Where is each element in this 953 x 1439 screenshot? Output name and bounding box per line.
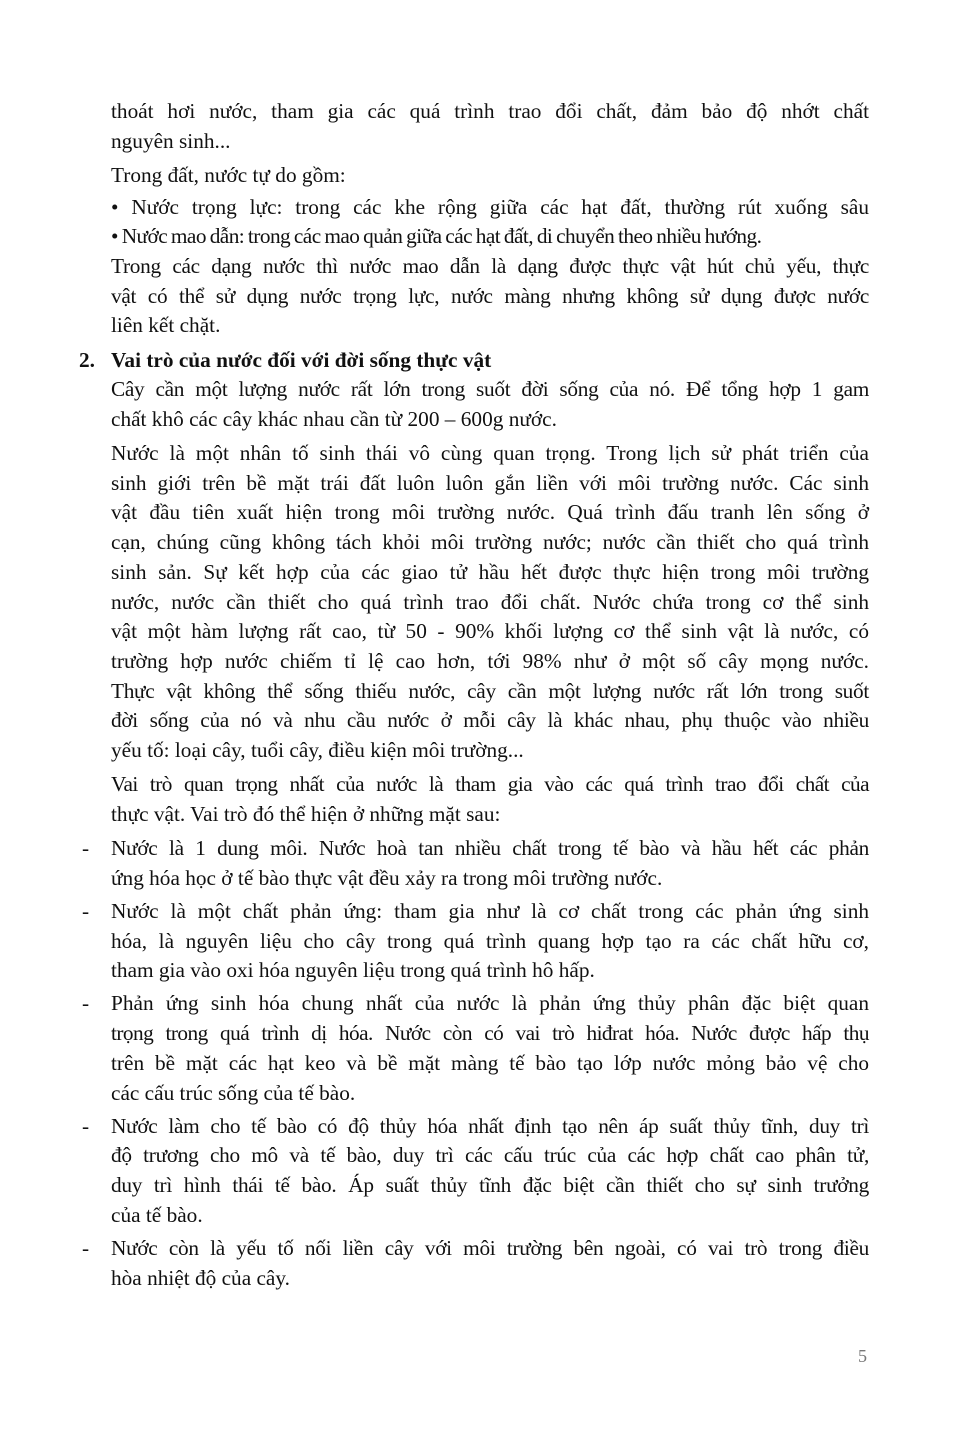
role-item: [82, 1112, 869, 1231]
page-number: 5: [858, 1346, 867, 1366]
free-water-bullet-list: [111, 193, 869, 252]
capillary-paragraph: [111, 252, 869, 341]
text-line: đời sống của nó và nhu cầu nước ở mỗi cây là khác nhau, phụ thuộc vào nhiều: [111, 708, 869, 733]
text-line: yếu tố: loại cây, tuổi cây, điều kiện môi trường...: [111, 737, 524, 762]
intro-paragraph: [111, 97, 869, 156]
text-line: liên kết chặt.: [111, 313, 221, 338]
text-line: trường hợp nước chiếm tỉ lệ cao hơn, tới 98% như ở một số cây mọng nước.: [111, 648, 869, 673]
bullet-item: [111, 222, 869, 252]
role-item: [82, 989, 869, 1108]
text-line: Cây cần một lượng nước rất lớn trong suốt đời sống của nó. Để tổng hợp 1 gam: [111, 377, 869, 402]
section-2: [79, 346, 869, 1294]
role-item: [82, 897, 869, 986]
free-water-intro: [111, 161, 869, 191]
dash-bullet: -: [82, 991, 90, 1016]
text-line: vật một hàm lượng rất cao, từ 50 - 90% khối lượng cơ thể sinh vật là nước, có: [111, 619, 869, 644]
text-line: độ trương cho mô và tế bào, duy trì các cấu trúc của các hợp chất cao phân tử,: [111, 1143, 869, 1168]
bullet-symbol: •: [111, 224, 118, 249]
text-line: sinh sản. Sự kết hợp của các giao tử hầu hết được thực hiện trong môi trường: [111, 559, 869, 584]
text-line: duy trì hình thái tế bào. Áp suất thủy tĩnh đặc biệt cần thiết cho sự sinh trưởng: [111, 1173, 869, 1198]
text-line: Nước là một nhân tố sinh thái vô cùng quan trọng. Trong lịch sử phát triển của: [111, 441, 869, 466]
text-line: thoát hơi nước, tham gia các quá trình trao đổi chất, đảm bảo độ nhớt chất: [111, 99, 869, 123]
role-item: [82, 834, 869, 893]
text-line: vật có thể sử dụng nước trọng lực, nước màng nhưng không sử dụng được nước: [111, 283, 869, 308]
text-line: cạn, chúng cũng không tách khỏi môi trường nước; nước cần thiết cho quá trình: [111, 530, 869, 555]
text-line: hóa, là nguyên liệu cho cây trong quá trình quang hợp tạo ra các chất hữu cơ,: [111, 928, 869, 953]
text-line: Trong đất, nước tự do gồm:: [111, 162, 346, 187]
text-line: Vai trò quan trọng nhất của nước là tham gia vào các quá trình trao đổi chất của: [111, 772, 869, 797]
text-line: trên bề mặt các hạt keo và bề mặt màng tế bào tạo lớp nước mỏng bảo vệ cho: [111, 1050, 869, 1075]
text-line: Nước làm cho tế bào có độ thủy hóa nhất định tạo nên áp suất thủy tĩnh, duy trì: [111, 1113, 869, 1138]
text-line: hòa nhiệt độ của cây.: [111, 1265, 290, 1290]
page-content: [79, 97, 870, 1297]
dash-bullet: -: [82, 836, 90, 860]
text-line: tham gia vào oxi hóa nguyên liệu trong quá trình hô hấp.: [111, 958, 595, 983]
section-title: Vai trò của nước đối với đời sống thực vật: [111, 347, 492, 372]
section-paragraph-3: [111, 770, 869, 829]
text-line: Phản ứng sinh hóa chung nhất của nước là phản ứng thủy phân đặc biệt quan: [111, 991, 869, 1016]
section-paragraph-2: [111, 439, 869, 766]
text-line: vật đầu tiên xuất hiện trong môi trường nước. Quá trình đấu tranh lên sống ở: [111, 500, 869, 525]
text-line: Nước còn là yếu tố nối liền cây với môi trường bên ngoài, có vai trò trong điều: [111, 1235, 869, 1260]
section-heading: [79, 346, 869, 376]
text-line: Nước là 1 dung môi. Nước hoà tan nhiều chất trong tế bào và hầu hết các phản: [111, 836, 869, 860]
bullet-text: Nước trọng lực: trong các khe rộng giữa các hạt đất, thường rút xuống sâu: [131, 194, 870, 219]
text-line: của tế bào.: [111, 1202, 203, 1227]
dash-bullet: -: [82, 898, 90, 923]
text-line: nguyên sinh...: [111, 128, 231, 153]
text-line: thực vật. Vai trò đó thể hiện ở những mặt sau:: [111, 801, 501, 826]
bullet-item: [111, 193, 869, 223]
text-line: Trong các dạng nước thì nước mao dẫn là dạng được thực vật hút chủ yếu, thực: [111, 253, 869, 278]
text-line: trọng trong quá trình dị hóa. Nước còn có vai trò hiđrat hóa. Nước được hấp thụ: [111, 1021, 869, 1046]
text-line: Nước là một chất phản ứng: tham gia như là cơ chất trong các phản ứng sinh: [111, 898, 869, 923]
text-line: chất khô các cây khác nhau cần từ 200 – 600g nước.: [111, 406, 557, 431]
bullet-text: Nước mao dẫn: trong các mao quản giữa các hạt đất, di chuyển theo nhiều hướng.: [121, 224, 762, 249]
bullet-symbol: •: [111, 194, 119, 219]
dash-bullet: -: [82, 1235, 90, 1260]
section-paragraph-1: [111, 375, 869, 434]
text-line: Thực vật không thể sống thiếu nước, cây cần một lượng nước rất lớn trong suốt: [111, 678, 869, 703]
section-number: 2.: [79, 347, 95, 372]
text-line: nước, nước cần thiết cho quá trình trao đổi chất. Nước chứa trong cơ thể sinh: [111, 589, 869, 614]
text-line: các cấu trúc sống của tế bào.: [111, 1080, 356, 1105]
dash-bullet: -: [82, 1113, 90, 1138]
text-line: ứng hóa học ở tế bào thực vật đều xảy ra trong môi trường nước.: [111, 865, 663, 890]
role-item: [82, 1234, 869, 1293]
roles-list: [82, 834, 869, 1293]
text-line: sinh giới trên bề mặt trái đất luôn luôn gắn liền với môi trường nước. Các sinh: [111, 470, 869, 495]
